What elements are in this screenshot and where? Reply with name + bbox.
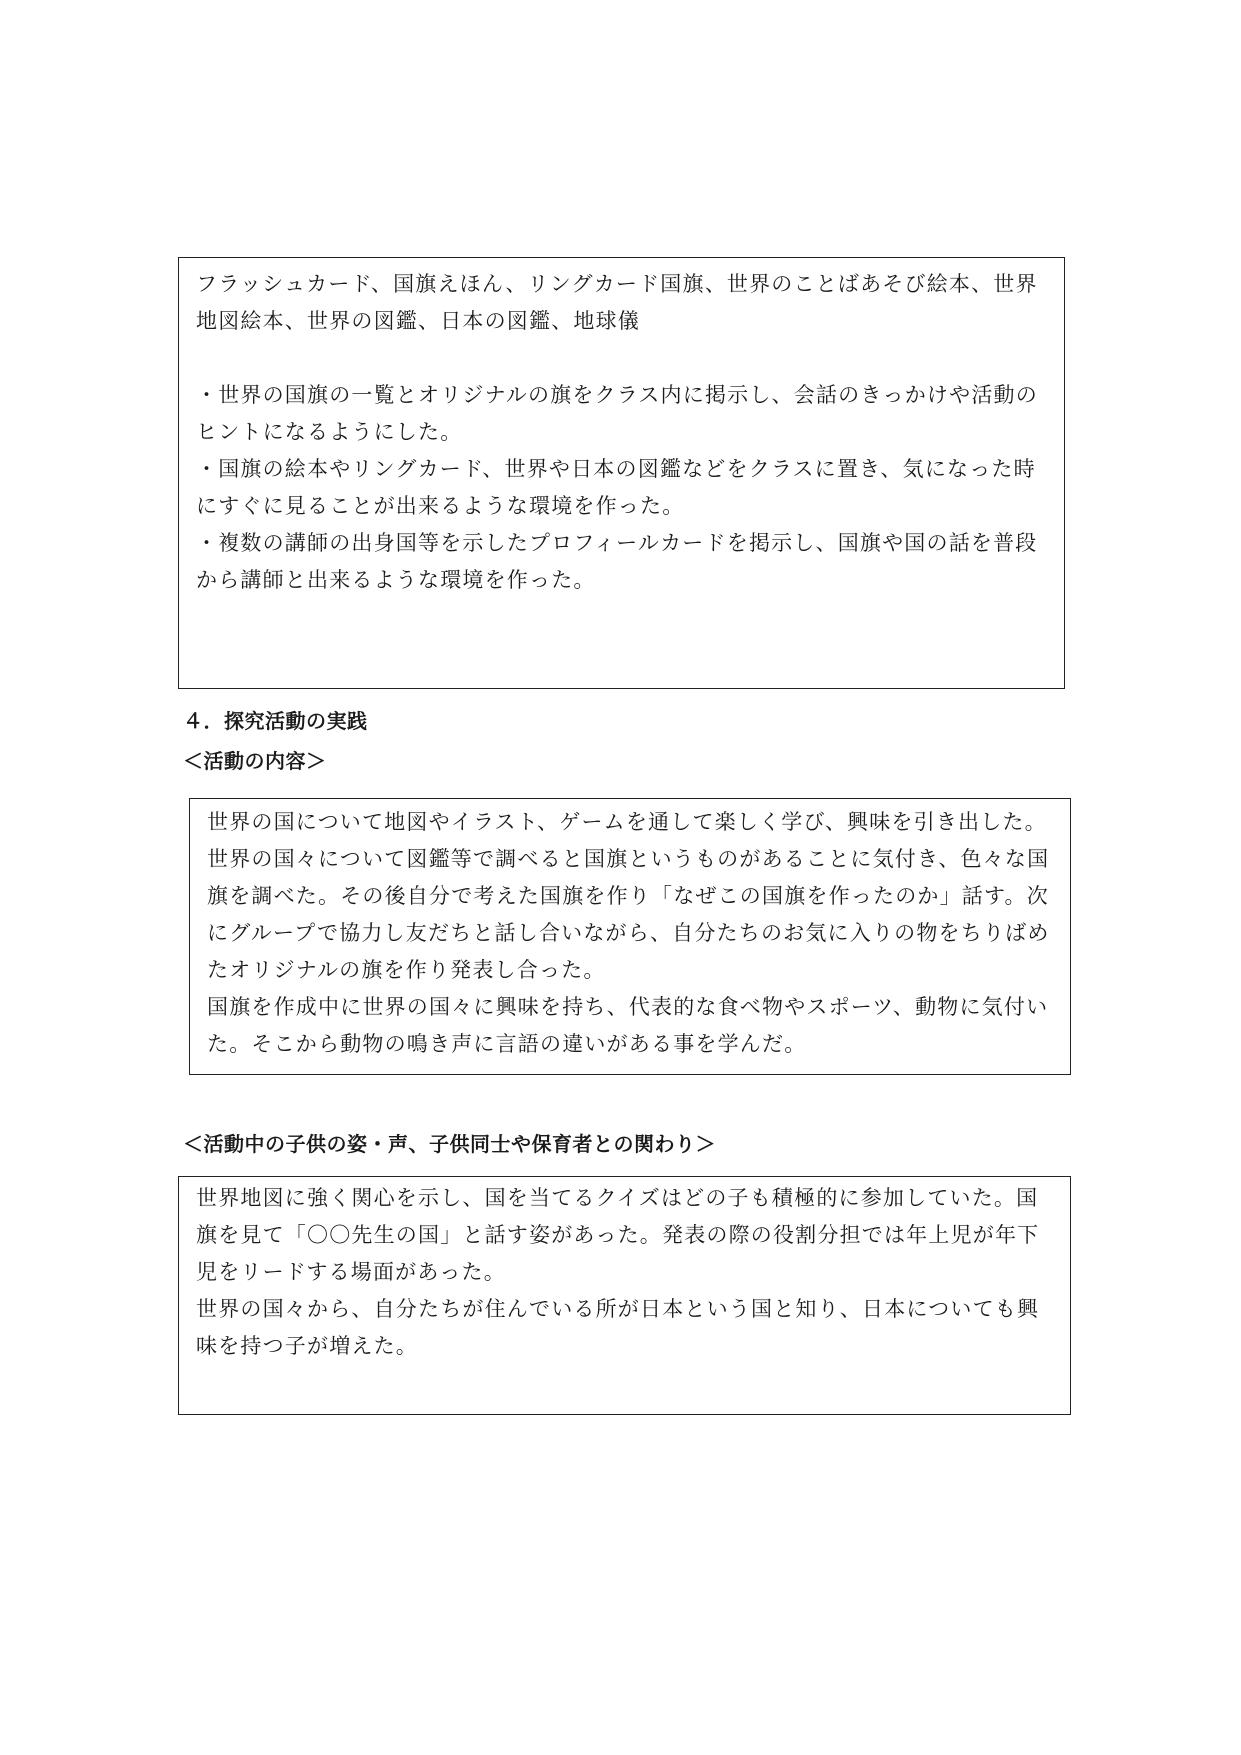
activity-paragraph: 世界の国について地図やイラスト、ゲームを通して楽しく学び、興味を引き出した。世界の国々について図鑑等で調べると国旗というものがあることに気付き、色々な国旗を調べた。その後自分で考えた国旗を作り「なぜこの国旗を作ったのか」話す。次にグループで協力し友だちと話し合いながら、自分たちのお気に入りの物をちりばめたオリジナルの旗を作り発表し合った。	[207, 810, 1050, 982]
children-heading: ＜活動中の子供の姿・声、子供同士や保育者との関わり＞	[183, 1132, 716, 1156]
activity-heading: ＜活動の内容＞	[183, 749, 327, 773]
materials-list: フラッシュカード、国旗えほん、リングカード国旗、世界のことばあそび絵本、世界地図絵本、世界の図鑑、日本の図鑑、地球儀	[196, 272, 1038, 333]
activity-paragraph: 国旗を作成中に世界の国々に興味を持ち、代表的な食べ物やスポーツ、動物に気付いた。そこから動物の鳴き声に言語の違いがある事を学んだ。	[207, 995, 1049, 1056]
section-title: ４．探究活動の実践	[183, 709, 368, 733]
spacer	[196, 340, 1049, 377]
children-observation-box	[178, 1176, 1071, 1415]
environment-item: ・複数の講師の出身国等を示したプロフィールカードを掲示し、国旗や国の話を普段から講師と出来るような環境を作った。	[196, 531, 1038, 592]
materials-box	[178, 257, 1065, 689]
environment-item: ・国旗の絵本やリングカード、世界や日本の図鑑などをクラスに置き、気になった時にすぐに見ることが出来るような環境を作った。	[196, 457, 1036, 518]
environment-item: ・世界の国旗の一覧とオリジナルの旗をクラス内に掲示し、会話のきっかけや活動のヒントになるようにした。	[196, 383, 1038, 444]
children-paragraph: 世界の国々から、自分たちが住んでいる所が日本という国と知り、日本についても興味を持つ子が増えた。	[196, 1297, 1040, 1358]
children-paragraph: 世界地図に強く関心を示し、国を当てるクイズはどの子も積極的に参加していた。国旗を見て「〇〇先生の国」と話す姿があった。発表の際の役割分担では年上児が年下児をリードする場面があった。	[196, 1186, 1040, 1284]
activity-content-box	[189, 798, 1071, 1075]
